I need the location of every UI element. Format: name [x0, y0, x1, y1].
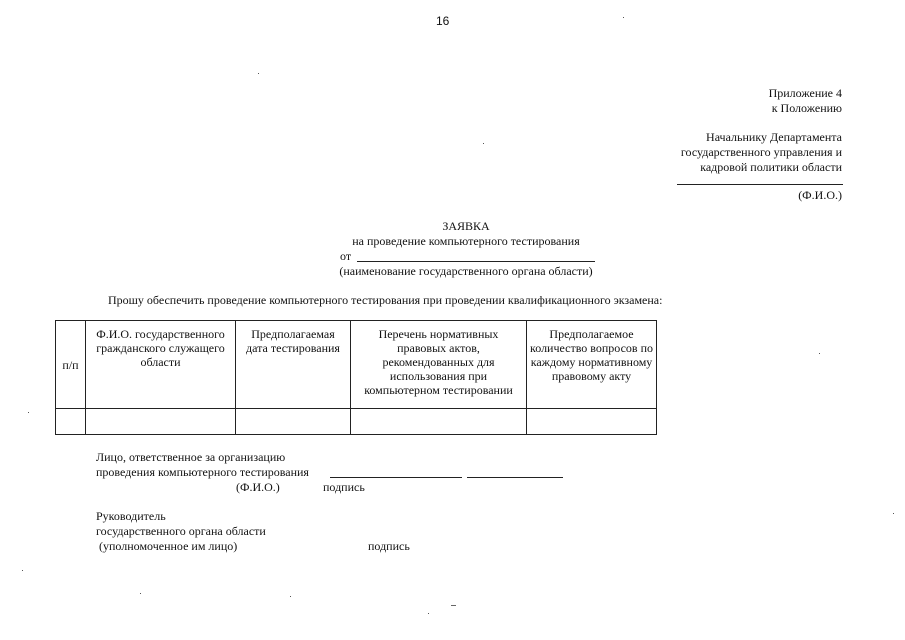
responsible-name-underline	[330, 477, 462, 478]
responsible-signature-caption: подпись	[323, 480, 365, 494]
scan-speck	[623, 17, 624, 18]
header-number: п/п	[56, 321, 86, 409]
table-cell	[527, 409, 657, 435]
scan-speck	[290, 596, 291, 597]
header-legal-acts: Перечень нормативных правовых актов, рекомендованных для использования при компьютерном тестировании	[351, 321, 527, 409]
table-header-row	[56, 321, 657, 409]
document-subtitle: на проведение компьютерного тестирования	[352, 234, 580, 248]
organization-underline	[357, 261, 595, 262]
request-text: Прошу обеспечить проведение компьютерного тестирования при проведении квалификационного экзамена:	[108, 293, 663, 307]
head-line-2: государственного органа области	[96, 524, 266, 538]
addressee-line-1: Начальнику Департамента	[706, 130, 842, 144]
head-line-3: (уполномоченное им лицо)	[96, 539, 238, 553]
page-number: 16	[436, 14, 450, 28]
document-title: ЗАЯВКА	[442, 219, 490, 233]
table-cell	[236, 409, 351, 435]
responsible-fio-caption: (Ф.И.О.)	[236, 480, 280, 494]
scan-speck	[451, 605, 456, 606]
responsible-signature-underline	[467, 477, 563, 478]
table-cell	[351, 409, 527, 435]
appendix-line-1: Приложение 4	[768, 86, 842, 100]
scan-speck	[258, 73, 259, 74]
organization-caption: (наименование государственного органа области)	[339, 264, 593, 278]
header-full-name: Ф.И.О. государственного гражданского служащего области	[86, 321, 236, 409]
table-cell	[56, 409, 86, 435]
addressee-fio-caption: (Ф.И.О.)	[798, 188, 842, 202]
responsible-line-1: Лицо, ответственное за организацию	[96, 450, 286, 464]
scan-speck	[22, 570, 23, 571]
scan-speck	[893, 513, 894, 514]
table-cell	[86, 409, 236, 435]
scan-speck	[483, 143, 484, 144]
addressee-line-3: кадровой политики области	[700, 160, 842, 174]
head-line-1: Руководитель	[96, 509, 166, 523]
appendix-line-2: к Положению	[771, 101, 842, 115]
scan-speck	[428, 613, 429, 614]
from-label: от	[340, 249, 352, 263]
scan-speck	[819, 353, 820, 354]
head-signature-caption: подпись	[368, 539, 410, 553]
header-question-count: Предполагаемое количество вопросов по каждому нормативному правовому акту	[527, 321, 657, 409]
header-test-date: Предполагаемая дата тестирования	[236, 321, 351, 409]
request-table	[55, 320, 657, 435]
table-row	[56, 409, 657, 435]
addressee-name-underline	[677, 184, 843, 185]
responsible-line-2: проведения компьютерного тестирования	[96, 465, 309, 479]
addressee-line-2: государственного управления и	[680, 145, 842, 159]
scan-speck	[28, 412, 29, 413]
scan-speck	[140, 593, 141, 594]
